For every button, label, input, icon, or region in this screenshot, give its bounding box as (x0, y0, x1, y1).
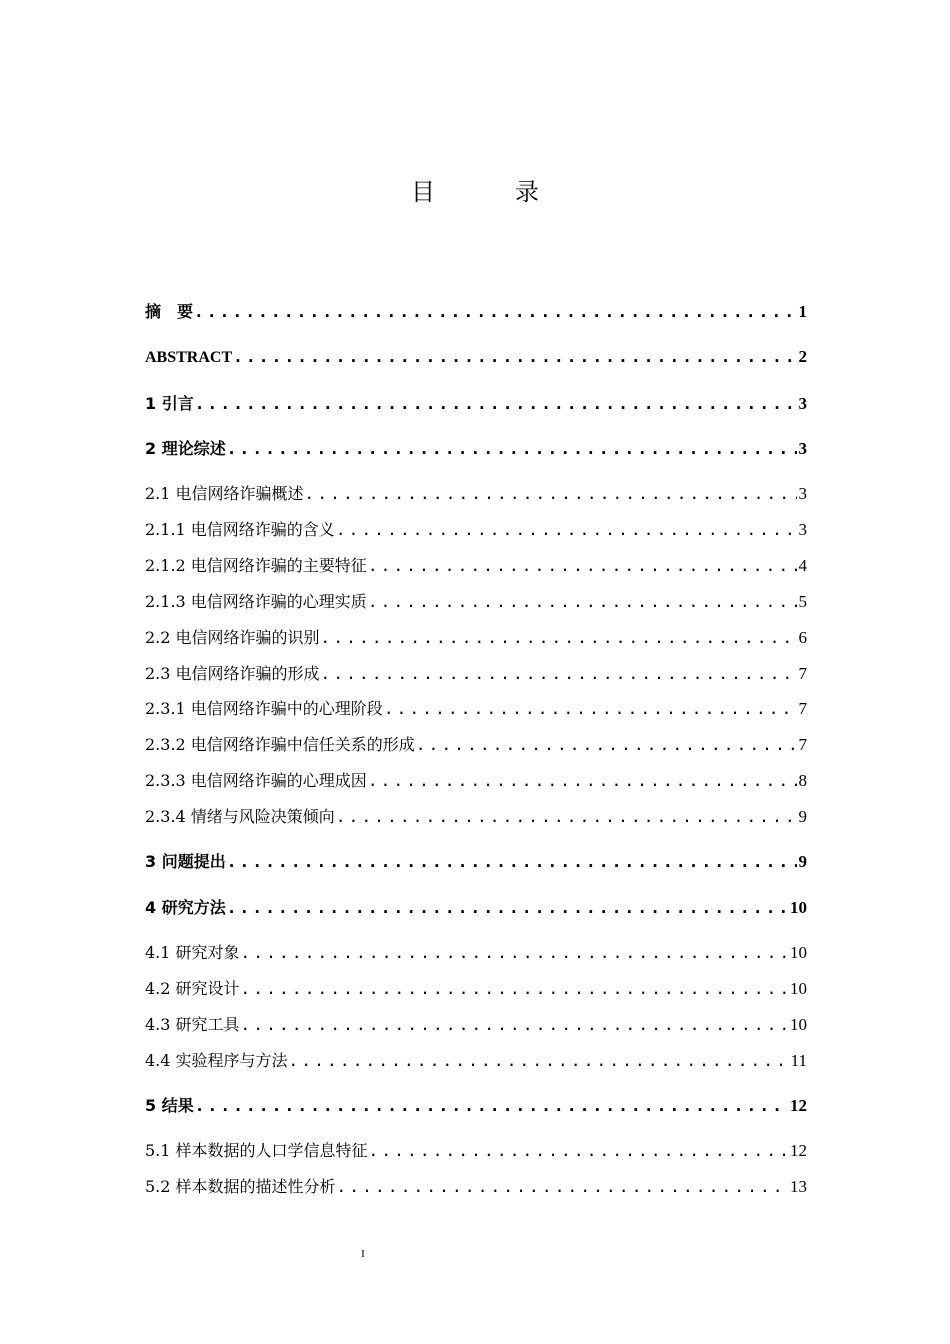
dot-leader (368, 592, 797, 612)
toc-entry-page-number: 10 (790, 898, 807, 917)
toc-entry[interactable] (145, 852, 807, 872)
dot-leader (241, 943, 788, 963)
toc-entry-label: 3 问题提出 (145, 852, 226, 871)
dot-leader (305, 484, 797, 504)
toc-entry-page-number: 7 (798, 735, 807, 754)
toc-entry-page-number: 3 (798, 484, 807, 503)
toc-entry-page-number: 7 (798, 664, 807, 683)
toc-entry-page-number: 5 (798, 592, 807, 611)
toc-entry-page-number: 11 (790, 1051, 807, 1070)
toc-entry[interactable] (145, 735, 807, 755)
dot-leader (368, 771, 797, 791)
toc-entry[interactable] (145, 807, 807, 827)
dot-leader (233, 347, 796, 367)
toc-entry-page-number: 6 (798, 628, 807, 647)
toc-entry[interactable] (145, 302, 807, 322)
dot-leader (336, 807, 797, 827)
toc-entry[interactable] (145, 484, 807, 504)
dot-leader (336, 520, 797, 540)
toc-entry-label: 4 研究方法 (145, 898, 226, 917)
toc-entry-label: ABSTRACT (145, 349, 233, 366)
dot-leader (416, 735, 797, 755)
dot-leader (337, 1177, 788, 1197)
toc-entry-page-number: 10 (790, 979, 807, 998)
dot-leader (289, 1051, 789, 1071)
dot-leader (321, 628, 797, 648)
toc-entry[interactable] (145, 943, 807, 963)
toc-entry-label: 2 理论综述 (145, 439, 226, 458)
page-title: 目 录 (411, 178, 567, 206)
toc-entry-page-number: 12 (790, 1141, 807, 1160)
dot-leader (227, 898, 788, 918)
toc-entry-page-number: 8 (798, 771, 807, 790)
page-number-footer: I (361, 1248, 365, 1260)
dot-leader (321, 664, 797, 684)
toc-entry[interactable] (145, 1015, 807, 1035)
toc-entry-label: 2.1 电信网络诈骗概述 (145, 484, 304, 503)
toc-entry-label: 5.2 样本数据的描述性分析 (145, 1177, 336, 1196)
toc-entry-page-number: 9 (798, 807, 807, 826)
toc-entry[interactable] (145, 1051, 807, 1071)
toc-entry[interactable] (145, 898, 807, 918)
toc-entry-label: 2.3.2 电信网络诈骗中信任关系的形成 (145, 735, 415, 754)
toc-entry[interactable] (145, 771, 807, 791)
toc-entry-label: 2.1.1 电信网络诈骗的含义 (145, 520, 335, 539)
toc-entry-label: 2.3.3 电信网络诈骗的心理成因 (145, 771, 367, 790)
dot-leader (241, 979, 788, 999)
toc-entry-page-number: 1 (798, 302, 807, 321)
toc-entry-label: 4.4 实验程序与方法 (145, 1051, 288, 1070)
toc-entry-page-number: 3 (798, 520, 807, 539)
dot-leader (384, 699, 797, 719)
toc-entry-page-number: 2 (798, 347, 807, 366)
toc-entry[interactable] (145, 592, 807, 612)
toc-entry-label: 1 引言 (145, 394, 194, 413)
dot-leader (369, 1141, 788, 1161)
dot-leader (194, 302, 796, 322)
toc-entry-label: 2.3 电信网络诈骗的形成 (145, 664, 320, 683)
toc-entry-label: 摘 要 (145, 302, 194, 321)
toc-entry[interactable] (145, 556, 807, 576)
toc-entry-page-number: 4 (798, 556, 807, 575)
dot-leader (241, 1015, 788, 1035)
dot-leader (227, 852, 797, 872)
toc-entry-label: 4.3 研究工具 (145, 1015, 240, 1034)
toc-entry[interactable] (145, 439, 807, 459)
toc-entry-label: 5 结果 (145, 1096, 194, 1115)
toc-entry-label: 4.1 研究对象 (145, 943, 240, 962)
toc-entry[interactable] (145, 699, 807, 719)
toc-entry[interactable] (145, 394, 807, 414)
dot-leader (195, 1096, 788, 1116)
toc-entry-label: 2.3.1 电信网络诈骗中的心理阶段 (145, 699, 383, 718)
toc-entry-page-number: 12 (790, 1096, 807, 1115)
toc-entry-label: 2.2 电信网络诈骗的识别 (145, 628, 320, 647)
toc-entry-page-number: 7 (798, 699, 807, 718)
toc-entry[interactable] (145, 520, 807, 540)
toc-entry-label: 2.1.2 电信网络诈骗的主要特征 (145, 556, 367, 575)
dot-leader (368, 556, 797, 576)
toc-entry-label: 2.1.3 电信网络诈骗的心理实质 (145, 592, 367, 611)
toc-entry[interactable] (145, 664, 807, 684)
toc-entry-label: 2.3.4 情绪与风险决策倾向 (145, 807, 335, 826)
toc-entry-page-number: 3 (798, 394, 807, 413)
toc-entry-page-number: 10 (790, 1015, 807, 1034)
toc-entry[interactable] (145, 1141, 807, 1161)
toc-entry-page-number: 10 (790, 943, 807, 962)
toc-entry[interactable] (145, 1096, 807, 1116)
toc-entry-page-number: 13 (790, 1177, 807, 1196)
toc-entry-label: 4.2 研究设计 (145, 979, 240, 998)
toc-entry-page-number: 9 (798, 852, 807, 871)
toc-entry-page-number: 3 (798, 439, 807, 458)
toc-entry[interactable] (145, 628, 807, 648)
toc-entry[interactable] (145, 1177, 807, 1197)
toc-entry-label: 5.1 样本数据的人口学信息特征 (145, 1141, 368, 1160)
dot-leader (227, 439, 797, 459)
toc-entry[interactable] (145, 979, 807, 999)
toc-entry[interactable] (145, 347, 807, 368)
dot-leader (195, 394, 797, 414)
